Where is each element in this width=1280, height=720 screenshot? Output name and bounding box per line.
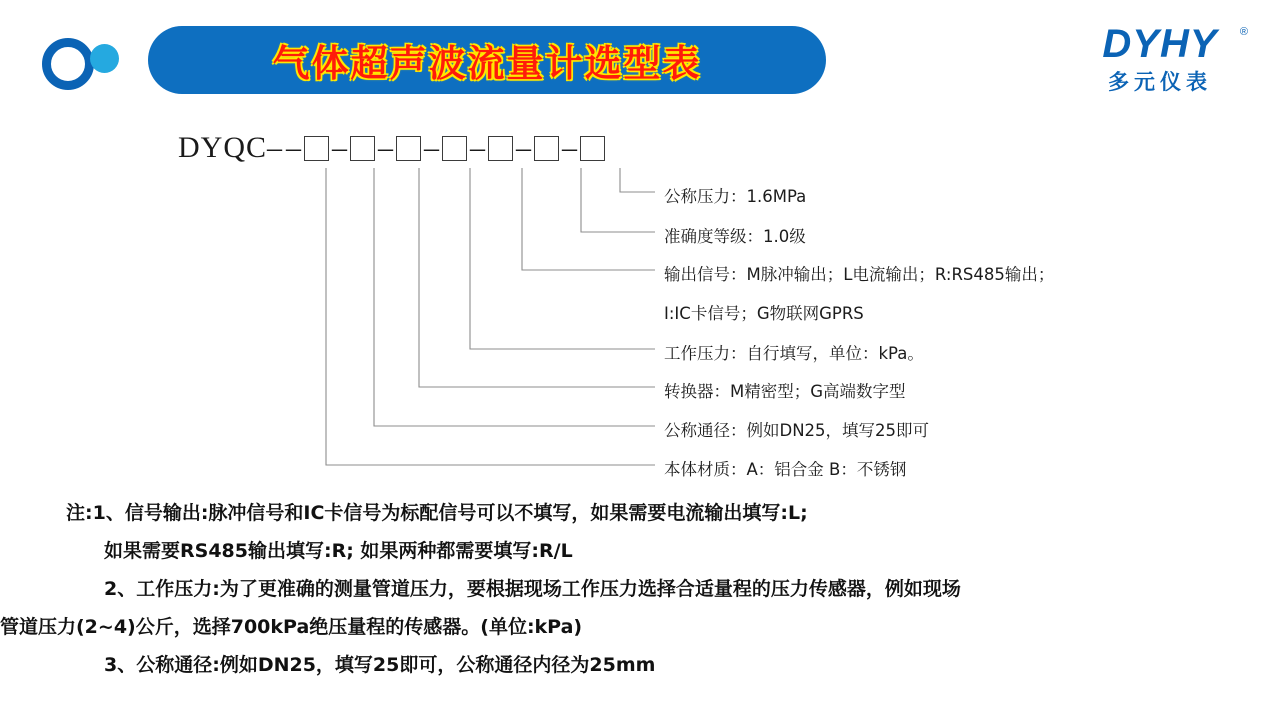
code-dash: – bbox=[562, 131, 578, 164]
legend-nominal-diameter: 公称通径：例如DN25，填写25即可 bbox=[664, 421, 930, 440]
notes-block bbox=[0, 494, 1280, 684]
note-line: 3、公称通径:例如DN25，填写25即可，公称通径内径为25mm bbox=[104, 654, 656, 676]
note-line: 2、工作压力:为了更准确的测量管道压力，要根据现场工作压力选择合适量程的压力传感器，例如现场 bbox=[104, 578, 961, 600]
code-dash: – bbox=[378, 131, 394, 164]
code-dash: – bbox=[424, 131, 440, 164]
code-dash: – bbox=[470, 131, 486, 164]
model-code-prefix: DYQC– bbox=[178, 131, 284, 164]
legend-nominal-pressure: 公称压力：1.6MPa bbox=[664, 187, 807, 206]
legend-output-signal: 输出信号：M脉冲输出；L电流输出；R:RS485输出； bbox=[664, 265, 1055, 284]
brand-wordmark: DYHY bbox=[1102, 22, 1218, 66]
code-dash: – bbox=[286, 131, 302, 164]
note-line: 管道压力(2~4)公斤，选择700kPa绝压量程的传感器。(单位:kPa) bbox=[0, 616, 583, 638]
code-dash: – bbox=[332, 131, 348, 164]
legend-output-signal-cont: I:IC卡信号；G物联网GPRS bbox=[664, 304, 864, 323]
legend-converter: 转换器：M精密型；G高端数字型 bbox=[664, 382, 906, 401]
code-dash: – bbox=[516, 131, 532, 164]
legend-body-material: 本体材质：A：铝合金 B：不锈钢 bbox=[664, 460, 907, 479]
note-line: 注:1、信号输出:脉冲信号和IC卡信号为标配信号可以不填写，如果需要电流输出填写:L; bbox=[66, 502, 808, 524]
page-title: 气体超声波流量计选型表 bbox=[272, 42, 702, 85]
note-line: 如果需要RS485输出填写:R; 如果两种都需要填写:R/L bbox=[104, 540, 573, 562]
trademark-icon: ® bbox=[1239, 26, 1248, 38]
legend-accuracy-class: 准确度等级：1.0级 bbox=[664, 227, 806, 246]
brand-chinese-name: 多元仪表 bbox=[1108, 70, 1212, 94]
legend-working-pressure: 工作压力：自行填写，单位：kPa。 bbox=[664, 344, 924, 363]
